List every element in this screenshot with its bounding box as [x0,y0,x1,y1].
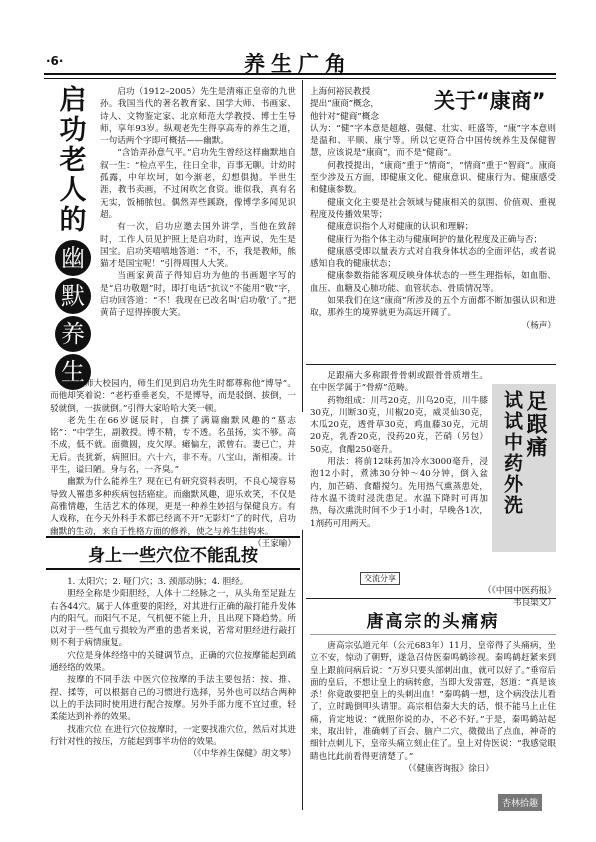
paragraph: 健康意识指个人对健康的认识和理解； [327,222,474,233]
article1-source: （王家喻） [253,538,296,549]
title-char: 人 [59,175,87,206]
paragraph: 唐高宗弘道元年（公元683年）11月，皇帝得了头痛病，坐立不安，惊动了朝野，遂急召侍医秦鸣鹤诊视。秦鸣鹤赶紧来到皇上跟前问病后说：“万岁只要头部刺出血，就可以好了。”垂帘后面的皇后，不想让皇上的病转愈，当即大发雷霆，怒道：“真是该杀！你竟敢要把皇上的头刺出血！”秦鸣鹤一想，这个病没法儿看了，立时跪倒叩头请罪。高宗相信秦大夫的话，恨不能马上止住痛，肯定地说：“就照你说的办，不必不好。”于是，秦鸣鹤站起来，取出针，准确刺了百会、脑户二穴，微微出了点血，神奇的细针点刺儿下，皇帝头痛立刻止住了。皇上对侍医说：“我感觉眼睛也比此前看得更清楚了。” [310,641,556,762]
article4-title-col2: 试试中药外洗 [501,390,523,516]
paragraph: 何教授提出，“康商”重于“情商”，“情商”重于“智商”。康商至少涉及五方面，即健康文化、健康意识、健康行为、健康感受和健康参数。 [310,160,556,196]
column-divider-lower [302,530,303,810]
paragraph: 健康感受即以量表方式对自我身体状态的全面评估，或者说感知自我的健康状态； [310,246,556,270]
title-circle-char: 默 [55,278,91,314]
paragraph: 足跟痛大多称跟骨骨刺或跟骨骨质增生。在中医学属于“骨痹”范畴。 [310,371,488,394]
article3-body [50,576,296,760]
paragraph: 找准穴位 在进行穴位按摩时，一定要找准穴位，然后对其进行针对性的按压，方能起到事半功倍的效果。 [50,724,296,747]
article4-title-col1: 足跟痛 [524,390,548,459]
paragraph: 健康参数指能客观反映身体状态的一些生理指标，如血脂、血压、血糖及心肺功能、血管状态、骨质情况等。 [310,271,556,294]
article4-source-line: 韦良渠文） [513,598,556,608]
article4-source-row [360,566,556,609]
title-char: 老 [59,145,87,176]
article4-title-box [492,384,556,552]
paragraph: 老先生在66岁诞辰时，自撰了满篇幽默风趣的“墓志铭”：“中学生，副教授。博不精，专不透。名虽扬，实不够。高不成，低不就。面微圆，皮欠厚。瘫偏左，派曾右。妻已亡，并无后。丧犹新，病照旧。六十六，非不寿。八宝山，渐相凑。计平生，谥曰陋。身与名，一齐臭。” [50,415,296,476]
article5-source: （《健康咨询报》徐日） [403,763,494,774]
paragraph: 健康文化主要是社会领域与健康相关的氛围、价值观、重视程度及传播效果等； [310,197,556,220]
article2-title: 关于“康商” [434,89,546,113]
article2 [310,86,556,332]
paragraph: 按摩的不同手法 中医穴位按摩的手法主要包括：按、推、捏、揉等，可以根据自己的习惯进行选择，另外也可以结合两种以上的手法同时使用进行配合按摩。另外手部力度不宜过重，轻柔能达到补养的效果。 [50,675,296,723]
paragraph: 认为：“健”字本意是超越、强健、壮实、旺盛等，“康”字本意则是温和、平顺、康宁等。所以它更符合中国传统养生及保健智慧，应该说是“康商”，而不是“健商”。 [310,123,556,159]
title-char: 的 [59,205,87,236]
article1-title-circles [55,238,91,392]
title-char: 功 [59,115,87,146]
title-char: 启 [59,85,87,116]
article1-body-bottom [50,378,296,550]
title-circle-char: 养 [55,316,91,352]
title-circle-char: 生 [55,354,91,390]
share-badge: 交流分享 [360,572,400,585]
article2-label-line: 上海何裕民教授 [310,87,371,97]
article3-source: （《中华养生保健》胡文琴） [188,749,296,760]
article5-body [310,640,556,775]
header-rule [44,73,556,79]
paragraph: 穴位是身体经络中的关键调节点，正确的穴位按摩能起到疏通经络的效果。 [50,650,296,674]
column-tag: 杏林拾趣 [498,794,542,811]
paragraph: 有一次，启功应邀去国外讲学，当他在致辞时，工作人员见护照上是启功时，连声说，先生是国宝。启功笑嘻嘻地答道：“不，不，我是教师，熊猫才是国宝呢！”引得周围人大笑。 [100,222,296,270]
article1-body-top [100,86,296,320]
article4-body [310,370,488,530]
paragraph: 幽默为什么能养生？现在已有研究资料表明，不良心境容易导致人罹患多种疾病包括癌症。而幽默风趣，迎乐欢笑，不仅是高雅情趣，生活艺术的体现，更是一种养生妙招与保健良方。有人戏称，在今天外科手术都已经离不开“无影灯”了的时代，启功幽默的生动，来自于性格方面的修养，使之与养生挂钩来。 [50,477,296,537]
paragraph: 用法：将前12味药加冷水3000毫升，浸泡12小时，煮沸30分钟～40分钟，倒入盆内，加芒硝、食醋搅匀。先用热气熏蒸患处，待水温不烫时浸洗患足。水温下降时可再加热，每次熏洗时间不少于1小时，早晚各1次，1剂药可用两天。 [310,457,488,529]
paragraph: 如果我们在这“康商”所涉及的五个方面都不断加强认识和进取，那养生的境界就更为高远开阔了。 [310,296,556,319]
section-divider [306,364,556,365]
article5-title-box [310,604,556,635]
paragraph: 1. 太阳穴；2. 哑门穴；3. 颈部动脉；4. 胆经。 [67,577,249,587]
article5-title: 唐高宗的头痛病 [366,611,500,632]
column-divider [302,80,303,412]
paragraph: 药物组成：川芎20克，川乌20克，川牛膝30克，川断30克，川椒20克，威灵仙30克，木瓜20克，透骨草30克，鸡血藤30克，元胡20克，乳香20克，没药20克，芒硝（另包）50克，食醋250毫升。 [310,395,488,455]
paragraph: 在北师大校园内，师生们见到启功先生时都尊称他“博导”。而他却笑着说：“老朽垂垂老矣，不是博导，而是驳倒、拔倒，一驳就倒，一拔就倒。”引得大家哈哈大笑一顿。 [50,379,296,414]
paragraph: 启功（1912–2005）先生是清雍正皇帝的九世孙。我国当代的著名教育家、国学大师、书画家、诗人、文物鉴定家、北京师范大学教授、博士生导师，享年93岁。纵观老先生得享高寿的养生之道，一句话两个字即可概括——幽默。 [100,87,296,147]
article2-label-line: 提出“康商”概念， [310,99,379,110]
article3-title: 身上一些穴位不能乱按 [88,545,258,566]
section-divider [306,598,556,599]
article4-source-line: （《中国中医药报》 [482,586,556,596]
title-circle-char: 幽 [55,240,91,276]
article2-source: （杨声） [521,320,556,331]
section-title: 养生广角 [244,52,352,76]
page-number: ·6· [46,54,64,68]
paragraph: 胆经全称是少阳胆经，人体十二经脉之一，从头角至足趾左右各44穴。属于人体重要的阳经，对其进行正确的敲打能升发体内的阳气。而阳气不足，气机便不能上升，且出现下降趋势。所以对于一些气血亏损较为严重的患者来说，若常对胆经进行敲打则不利于病情康复。 [50,589,296,649]
article3-title-box [46,536,300,570]
paragraph: 当画家黄苗子得知启功为他的书画题字写的是“启功敬题”时，即打电话“抗议”不能用“敬”字，启功回答道：“不！我现在已改名叫‘启功敬’了。”把黄苗子逗得捧腹大笑。 [100,271,296,319]
article2-label-line: 他针对“健商”概念 [310,111,379,122]
paragraph: “含饴弄孙意气平。”启功先生曾经这样幽默地自叙一生：“检点平生，往日全非，百事无聊。计幼时孤露，中年坎坷，如今渐老，幻想俱抛。半世生涯，教书卖画，不过闲吹乞食资。谁似我，真有名无实，饭桶脓包。偶然弄些蹊跷，像博学多闻见识超。 [100,148,296,220]
article1-title [50,85,96,386]
paragraph: 健康行为指个体主动与健康呵护的量化程度及正确与否； [327,234,543,245]
article1-title-text [60,86,87,236]
